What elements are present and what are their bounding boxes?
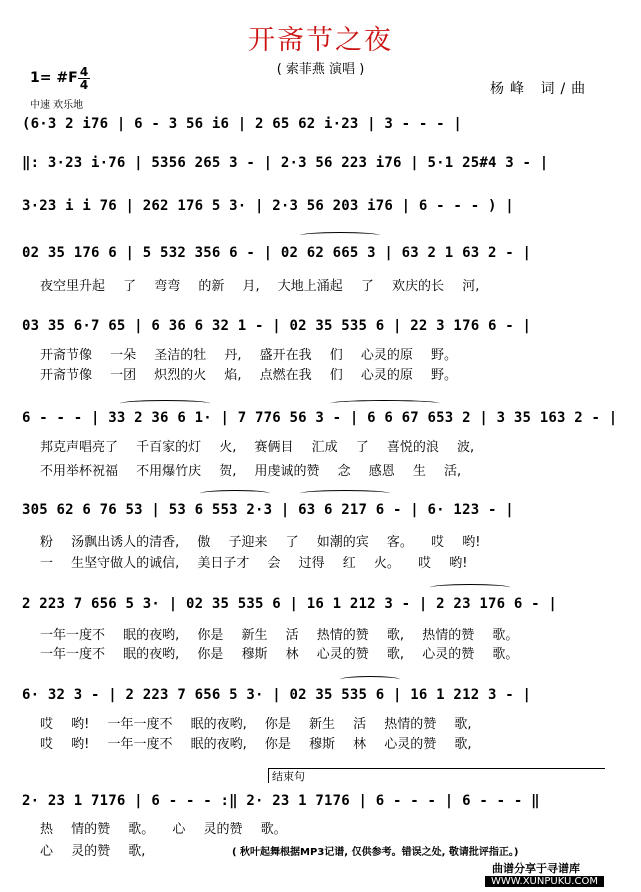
lyric-line-3: 开斋节像 一团 炽烈的火 焰, 点燃在我 们 心灵的原 野。	[40, 368, 458, 383]
music-line-2: ‖: 3·23 i·76 | 5356 265 3 - | 2·3 56 223 i76 | 5·1 25#4 3 - |	[22, 155, 549, 171]
music-line-8: 2 223 7 656 5 3· | 02 35 535 6 | 16 1 212 3 - | 2 23 176 6 - |	[22, 596, 557, 612]
site-watermark[interactable]: WWW.XUNPUKU.COM	[485, 876, 604, 887]
tempo-marking: 中速 欢乐地	[30, 100, 84, 111]
time-signature	[78, 66, 90, 91]
slur-mark	[330, 400, 440, 407]
slur-mark	[120, 400, 210, 407]
music-line-3: 3·23 i i 76 | 262 176 5 3· | 2·3 56 203 i76 | 6 - - - ) |	[22, 198, 514, 214]
music-line-10: 2· 23 1 7176 | 6 - - - :‖ 2· 23 1 7176 | 6 - - - | 6 - - - ‖	[22, 793, 540, 809]
music-line-1: (6·3 2 i76 | 6 - 3 56 i6 | 2 65 62 i·23 | 3 - - - |	[22, 116, 463, 132]
lyric-line-7: 一 生坚守做人的诚信, 美日子才 会 过得 红 火。 哎 哟!	[40, 556, 468, 571]
lyric-line-13: 心 灵的赞 歌,	[40, 844, 146, 859]
music-line-5: 03 35 6·7 65 | 6 36 6 32 1 - | 02 35 535 6 | 22 3 176 6 - |	[22, 318, 532, 334]
music-line-6: 6 - - - | 33 2 36 6 1· | 7 776 56 3 - | 6 6 67 653 2 | 3 35 163 2 - |	[22, 410, 618, 426]
author-credit: 杨峰 词/曲	[490, 81, 592, 97]
music-line-7: 305 62 6 76 53 | 53 6 553 2·3 | 63 6 217 6 - | 6· 123 - |	[22, 502, 514, 518]
lyric-line-11: 哎 哟! 一年一度不 眠的夜哟, 你是 穆斯 林 心灵的赞 歌,	[40, 737, 472, 752]
slur-mark	[430, 584, 510, 591]
slur-mark	[300, 490, 390, 497]
key-signature: 1= #F	[30, 70, 78, 86]
singer-credit: ( 索菲燕 演唱 )	[276, 62, 365, 77]
lyric-line-6: 粉 汤飘出诱人的清香, 傲 子迎来 了 如潮的宾 客。 哎 哟!	[40, 535, 481, 550]
lyric-line-10: 哎 哟! 一年一度不 眠的夜哟, 你是 新生 活 热情的赞 歌,	[40, 717, 472, 732]
music-line-4: 02 35 176 6 | 5 532 356 6 - | 02 62 665 3 | 63 2 1 63 2 - |	[22, 245, 532, 261]
lyric-line-4: 邦克声唱亮了 千百家的灯 火, 赛俩目 汇成 了 喜悦的浪 波,	[40, 440, 475, 455]
coda-bracket	[268, 768, 605, 783]
music-line-9: 6· 32 3 - | 2 223 7 656 5 3· | 02 35 535 6 | 16 1 212 3 - |	[22, 687, 532, 703]
meter-top: 4	[79, 65, 89, 79]
lyric-line-5: 不用举杯祝福 不用爆竹庆 贺, 用虔诚的赞 念 感恩 生 活,	[40, 464, 462, 479]
song-title: 开斋节之夜	[248, 25, 393, 56]
footer-note: ( 秋叶起舞根据MP3记谱, 仅供参考。错误之处, 敬请批评指正。)	[232, 847, 519, 858]
coda-label: 结束句	[272, 770, 305, 783]
lyric-line-9: 一年一度不 眠的夜哟, 你是 穆斯 林 心灵的赞 歌, 心灵的赞 歌。	[40, 647, 519, 662]
lyric-line-2: 开斋节像 一朵 圣洁的牡 丹, 盛开在我 们 心灵的原 野。	[40, 348, 458, 363]
meter-bottom: 4	[79, 78, 89, 92]
slur-mark	[200, 490, 270, 497]
lyric-line-12: 热 情的赞 歌。 心 灵的赞 歌。	[40, 822, 287, 837]
slur-mark	[300, 232, 380, 239]
lyric-line-1: 夜空里升起 了 弯弯 的新 月, 大地上涌起 了 欢庆的长 河,	[40, 279, 480, 294]
share-text: 曲谱分享于寻谱库	[492, 862, 580, 875]
lyric-line-8: 一年一度不 眠的夜哟, 你是 新生 活 热情的赞 歌, 热情的赞 歌。	[40, 628, 519, 643]
slur-mark	[340, 676, 400, 683]
